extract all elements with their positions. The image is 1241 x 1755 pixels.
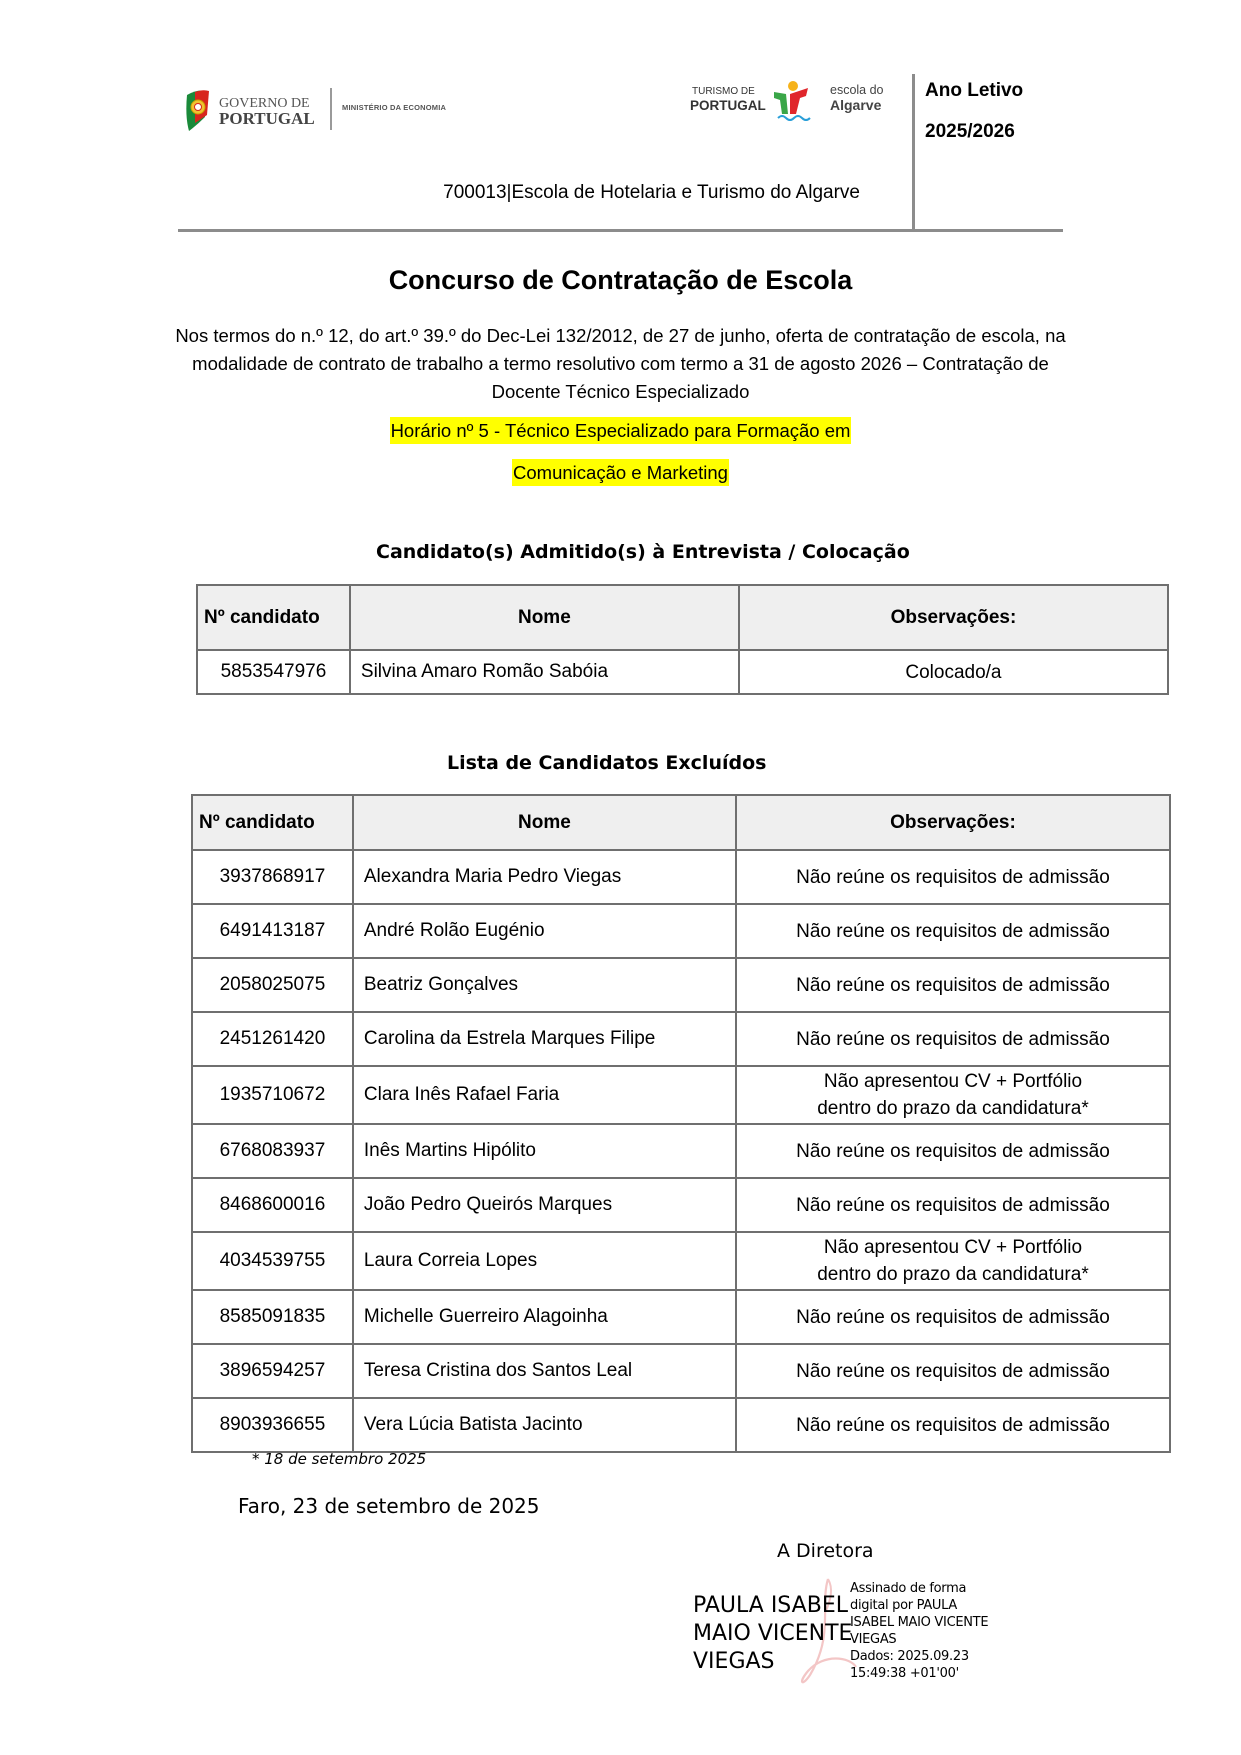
candidate-observation: Colocado/a (739, 650, 1168, 694)
candidate-observation (736, 1398, 1170, 1452)
candidate-number: 3896594257 (192, 1344, 353, 1398)
candidate-name: Michelle Guerreiro Alagoinha (353, 1290, 736, 1344)
table-row (192, 1012, 1170, 1066)
school-year-label: Ano Letivo (925, 80, 1024, 101)
escola-logo-line2: Algarve (830, 97, 882, 113)
candidate-observation (736, 1232, 1170, 1290)
candidate-number: 2451261420 (192, 1012, 353, 1066)
signer-name-line: MAIO VICENTE (693, 1621, 853, 1646)
turismo-de-portugal-logo (690, 80, 900, 124)
tourism-logo-line1: TURISMO DE (692, 86, 755, 97)
turismo-de-portugal-figure-icon (774, 81, 810, 120)
candidate-observation (736, 958, 1170, 1012)
candidate-name: Inês Martins Hipólito (353, 1124, 736, 1178)
admitted-table (196, 584, 1169, 695)
candidate-number: 1935710672 (192, 1066, 353, 1124)
candidate-number: 5853547976 (197, 650, 350, 694)
candidate-number: 3937868917 (192, 850, 353, 904)
table-row (192, 1290, 1170, 1344)
document-title: Concurso de Contratação de Escola (388, 265, 853, 295)
school-year-value: 2025/2026 (925, 121, 1015, 142)
table-row (192, 1232, 1170, 1290)
admitted-section-heading: Candidato(s) Admitido(s) à Entrevista / Colocação (376, 541, 910, 563)
table-row (192, 1178, 1170, 1232)
candidate-observation (736, 850, 1170, 904)
table-row (192, 1398, 1170, 1452)
candidate-number: 8468600016 (192, 1178, 353, 1232)
column-header-number: Nº candidato (192, 795, 353, 850)
logo-divider (330, 88, 332, 130)
schedule-highlight-line-2 (178, 462, 1063, 484)
candidate-observation (736, 1290, 1170, 1344)
candidate-name: Alexandra Maria Pedro Viegas (353, 850, 736, 904)
signer-name-line: PAULA ISABEL (693, 1593, 848, 1618)
candidate-observation (736, 1178, 1170, 1232)
candidate-name: André Rolão Eugénio (353, 904, 736, 958)
candidate-observation (736, 1012, 1170, 1066)
column-header-name: Nome (353, 795, 736, 850)
signature-meta-line: ISABEL MAIO VICENTE (850, 1615, 989, 1630)
candidate-number: 2058025075 (192, 958, 353, 1012)
observation-line: Não apresentou CV + Portfólio (823, 1071, 1083, 1092)
table-row (192, 1344, 1170, 1398)
table-header-row (192, 795, 1170, 850)
candidate-observation (736, 904, 1170, 958)
observation-line: Não reúne os requisitos de admissão (796, 974, 1110, 996)
observation-line: Não reúne os requisitos de admissão (796, 1028, 1110, 1050)
excluded-table-body (192, 850, 1170, 1452)
observation-line: Não reúne os requisitos de admissão (796, 866, 1110, 888)
ministry-label: MINISTÉRIO DA ECONOMIA (342, 103, 447, 112)
observation-line: Não reúne os requisitos de admissão (796, 1194, 1110, 1216)
candidate-name: Laura Correia Lopes (353, 1232, 736, 1290)
candidate-number: 6491413187 (192, 904, 353, 958)
header-vertical-divider (912, 74, 915, 232)
table-row (192, 958, 1170, 1012)
place-and-date: Faro, 23 de setembro de 2025 (238, 1494, 540, 1518)
candidate-observation (736, 1124, 1170, 1178)
observation-line: Não reúne os requisitos de admissão (796, 1414, 1110, 1436)
candidate-observation (736, 1344, 1170, 1398)
gov-logo-line2: PORTUGAL (219, 109, 315, 128)
school-identification (178, 182, 912, 204)
signer-name (693, 1592, 852, 1676)
candidate-name: Carolina da Estrela Marques Filipe (353, 1012, 736, 1066)
observation-line: Não reúne os requisitos de admissão (796, 920, 1110, 942)
table-row (197, 650, 1168, 694)
candidate-number: 6768083937 (192, 1124, 353, 1178)
signature-meta-line: VIEGAS (850, 1632, 897, 1647)
table-row (192, 850, 1170, 904)
intro-paragraph: Nos termos do n.º 12, do art.º 39.º do Dec-Lei 132/2012, de 27 de junho, oferta de contratação de escola, na modalidade de contrato de trabalho a termo resolutivo com termo a 31 de agosto 2026 – Contratação de Docente Técnico Especializado (175, 325, 1066, 402)
tourism-logo-line2: PORTUGAL (690, 98, 766, 113)
portugal-flag-logo-icon (183, 87, 323, 133)
candidate-name: João Pedro Queirós Marques (353, 1178, 736, 1232)
candidate-name: Beatriz Gonçalves (353, 958, 736, 1012)
school-line-text: 700013|Escola de Hotelaria e Turismo do Algarve (443, 182, 860, 203)
excluded-table (191, 794, 1171, 1453)
table-row (192, 1124, 1170, 1178)
candidate-name: Teresa Cristina dos Santos Leal (353, 1344, 736, 1398)
candidate-name: Clara Inês Rafael Faria (353, 1066, 736, 1124)
signature-meta-line: Dados: 2025.09.23 (850, 1649, 969, 1664)
gov-logo-line1: GOVERNO DE (219, 96, 310, 111)
schedule-highlight-line-1 (178, 420, 1063, 442)
candidate-name: Vera Lúcia Batista Jacinto (353, 1398, 736, 1452)
observation-line: Não reúne os requisitos de admissão (796, 1360, 1110, 1382)
column-header-number: Nº candidato (197, 585, 350, 650)
observation-line: dentro do prazo da candidatura* (817, 1098, 1089, 1119)
candidate-observation (736, 1066, 1170, 1124)
observation-line: Não reúne os requisitos de admissão (796, 1306, 1110, 1328)
observation-line: Não reúne os requisitos de admissão (796, 1140, 1110, 1162)
highlight-text-1: Horário nº 5 - Técnico Especializado para Formação em (390, 417, 852, 444)
digital-signature-details (850, 1580, 988, 1682)
governo-de-portugal-logo (183, 87, 323, 133)
column-header-name: Nome (350, 585, 739, 650)
candidate-number: 8903936655 (192, 1398, 353, 1452)
signer-role: A Diretora (777, 1540, 874, 1562)
signature-meta-line: 15:49:38 +01'00' (850, 1666, 959, 1681)
candidate-number: 8585091835 (192, 1290, 353, 1344)
candidate-name: Silvina Amaro Romão Sabóia (350, 650, 739, 694)
excluded-section-heading: Lista de Candidatos Excluídos (447, 752, 767, 774)
observation-line: Não apresentou CV + Portfólio (823, 1237, 1083, 1258)
observation-line: dentro do prazo da candidatura* (817, 1264, 1089, 1285)
signature-meta-line: digital por PAULA (850, 1598, 957, 1613)
highlight-text-2: Comunicação e Marketing (512, 459, 729, 486)
column-header-observations: Observações: (739, 585, 1168, 650)
signer-name-line: VIEGAS (693, 1649, 775, 1674)
candidate-number: 4034539755 (192, 1232, 353, 1290)
header-bottom-rule (178, 229, 1063, 232)
column-header-observations: Observações: (736, 795, 1170, 850)
escola-logo-line1: escola do (830, 83, 884, 97)
signature-meta-line: Assinado de forma (850, 1581, 967, 1596)
table-header-row (197, 585, 1168, 650)
footnote: * 18 de setembro 2025 (252, 1450, 427, 1468)
table-row (192, 904, 1170, 958)
table-row (192, 1066, 1170, 1124)
